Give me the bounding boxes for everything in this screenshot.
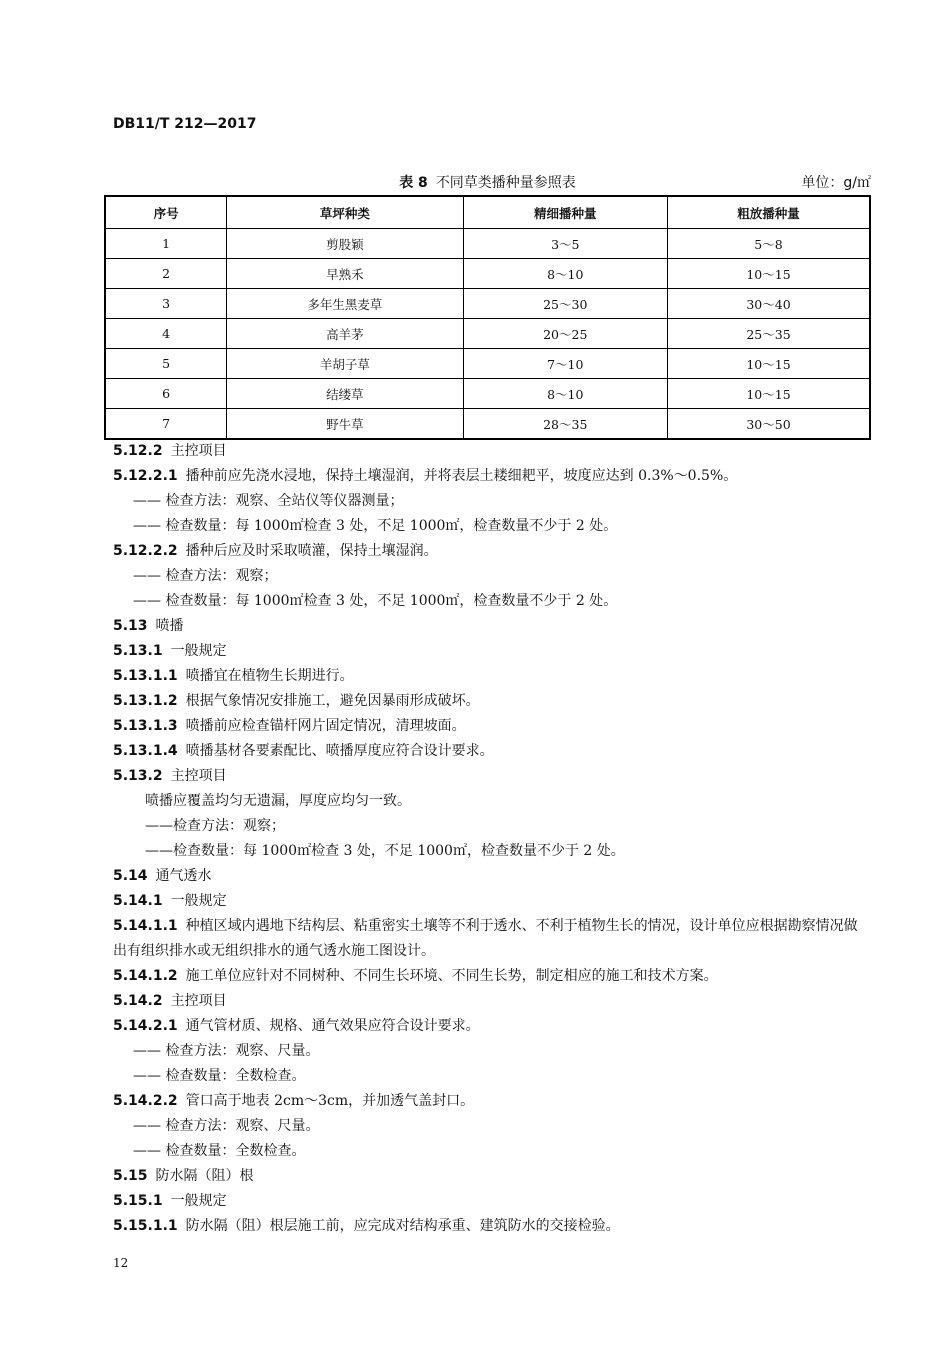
table-cell: 25～35: [668, 319, 871, 349]
table-cell: 6: [105, 379, 227, 409]
column-header: 草坪种类: [227, 196, 463, 229]
table-cell: 剪股颖: [227, 229, 463, 259]
clause-line: [113, 789, 863, 814]
table-cell: 1: [105, 229, 227, 259]
section-heading: [113, 864, 863, 889]
clause-content: 喷播前应检查锚杆网片固定情况，清理坡面。: [185, 718, 466, 734]
clause-number: 5.14.2: [113, 993, 163, 1009]
clause-number: 5.14.1.2: [113, 968, 178, 984]
clause-content: 喷播应覆盖均匀无遗漏，厚度应均匀一致。: [145, 793, 411, 809]
clause-item: [113, 1089, 863, 1114]
clause-content: —— 检查方法：观察、全站仪等仪器测量；: [133, 493, 404, 509]
clause-number: 5.13: [113, 618, 148, 634]
table-cell: 25～30: [463, 289, 667, 319]
table-cell: 野牛草: [227, 409, 463, 440]
table-cell: 4: [105, 319, 227, 349]
table-cell: 20～25: [463, 319, 667, 349]
clause-content: 喷播宜在植物生长期进行。: [185, 668, 354, 684]
table-row: [105, 349, 870, 379]
clause-line: [113, 1039, 863, 1064]
clause-line: [113, 489, 863, 514]
clause-number: 5.15.1.1: [113, 1218, 178, 1234]
clause-item: [113, 1214, 863, 1239]
clause-number: 5.14.2.1: [113, 1018, 178, 1034]
section-heading: [113, 1164, 863, 1189]
clause-content: ——检查数量：每 1000㎡检查 3 处，不足 1000㎡，检查数量不少于 2 处。: [145, 843, 625, 859]
table-cell: 8～10: [463, 259, 667, 289]
clause-line: [113, 514, 863, 539]
table-cell: 30～40: [668, 289, 871, 319]
clause-item: [113, 1014, 863, 1039]
table-title: 不同草类播种量参照表: [435, 175, 576, 191]
section-heading: [113, 639, 863, 664]
table-cell: 羊胡子草: [227, 349, 463, 379]
clause-content: 通气管材质、规格、通气效果应符合设计要求。: [185, 1018, 480, 1034]
table-cell: 10～15: [668, 379, 871, 409]
table-row: [105, 319, 870, 349]
seeding-rate-table: [104, 195, 871, 440]
table-row: [105, 259, 870, 289]
table-cell: 高羊茅: [227, 319, 463, 349]
clause-content: 通气透水: [155, 868, 212, 884]
table-cell: 3: [105, 289, 227, 319]
clause-number: 5.14.1.1: [113, 918, 178, 934]
table-cell: 30～50: [668, 409, 871, 440]
table-row: [105, 379, 870, 409]
clause-number: 5.12.2: [113, 443, 163, 459]
clause-number: 5.14.1: [113, 893, 163, 909]
clause-content: 喷播基材各要素配比、喷播厚度应符合设计要求。: [185, 743, 494, 759]
section-heading: [113, 764, 863, 789]
table-cell: 多年生黑麦草: [227, 289, 463, 319]
table-row: [105, 409, 870, 440]
clause-content: 播种后应及时采取喷灌，保持土壤湿润。: [185, 543, 438, 559]
table-cell: 5: [105, 349, 227, 379]
table-cell: 28～35: [463, 409, 667, 440]
table-cell: 10～15: [668, 349, 871, 379]
clause-number: 5.13.1.3: [113, 718, 178, 734]
table-cell: 10～15: [668, 259, 871, 289]
table-cell: 5～8: [668, 229, 871, 259]
table-row: [105, 229, 870, 259]
clause-number: 5.13.2: [113, 768, 163, 784]
clause-content: 管口高于地表 2cm～3cm，并加透气盖封口。: [185, 1093, 475, 1109]
clause-content: —— 检查数量：全数检查。: [133, 1143, 306, 1159]
table-cell: 7: [105, 409, 227, 440]
clause-item: [113, 664, 863, 689]
clause-text: [113, 439, 863, 1239]
table-cell: 结缕草: [227, 379, 463, 409]
clause-content: 施工单位应针对不同树种、不同生长环境、不同生长势，制定相应的施工和技术方案。: [185, 968, 718, 984]
clause-item: [113, 539, 863, 564]
clause-content: 播种前应先浇水浸地，保持土壤湿润，并将表层土耧细耙平，坡度应达到 0.3%～0.5%。: [185, 468, 738, 484]
table-cell: 3～5: [463, 229, 667, 259]
table-cell: 早熟禾: [227, 259, 463, 289]
table-label: 表 8: [399, 175, 428, 191]
clause-number: 5.15.1: [113, 1193, 163, 1209]
clause-content: 主控项目: [170, 993, 227, 1009]
clause-number: 5.14.2.2: [113, 1093, 178, 1109]
clause-line: [113, 1114, 863, 1139]
clause-line: [113, 564, 863, 589]
clause-content: —— 检查方法：观察、尺量。: [133, 1118, 320, 1134]
section-heading: [113, 439, 863, 464]
clause-number: 5.13.1.4: [113, 743, 178, 759]
clause-item: [113, 689, 863, 714]
clause-content: 一般规定: [170, 1193, 227, 1209]
clause-content: 一般规定: [170, 643, 227, 659]
standard-code: DB11/T 212—2017: [113, 116, 257, 132]
clause-content: 防水隔（阻）根: [155, 1168, 254, 1184]
clause-line: [113, 1139, 863, 1164]
clause-item: [113, 914, 863, 964]
clause-item: [113, 964, 863, 989]
clause-number: 5.13.1: [113, 643, 163, 659]
clause-content: 主控项目: [170, 443, 227, 459]
clause-number: 5.14: [113, 868, 148, 884]
clause-content: —— 检查方法：观察、尺量。: [133, 1043, 320, 1059]
table-cell: 2: [105, 259, 227, 289]
table-cell: 7～10: [463, 349, 667, 379]
table-caption: [104, 172, 871, 192]
clause-content: —— 检查方法：观察；: [133, 568, 278, 584]
section-heading: [113, 889, 863, 914]
clause-content: 防水隔（阻）根层施工前，应完成对结构承重、建筑防水的交接检验。: [185, 1218, 620, 1234]
section-heading: [113, 614, 863, 639]
clause-content: 一般规定: [170, 893, 227, 909]
clause-content: —— 检查数量：全数检查。: [133, 1068, 306, 1084]
table-cell: 8～10: [463, 379, 667, 409]
clause-line: [113, 814, 863, 839]
section-heading: [113, 989, 863, 1014]
clause-number: 5.13.1.2: [113, 693, 178, 709]
clause-content: 根据气象情况安排施工，避免因暴雨形成破坏。: [185, 693, 480, 709]
page-number: 12: [113, 1256, 129, 1270]
clause-line: [113, 1064, 863, 1089]
clause-content: ——检查方法：观察；: [145, 818, 285, 834]
column-header: 精细播种量: [463, 196, 667, 229]
clause-content: 主控项目: [170, 768, 227, 784]
column-header: 粗放播种量: [668, 196, 871, 229]
clause-content: 种植区域内遇地下结构层、粘重密实土壤等不利于透水、不利于植物生长的情况，设计单位应根据勘察情况做出有组织排水或无组织排水的通气透水施工图设计。: [113, 918, 858, 959]
table-title-row: [104, 172, 871, 192]
table-row: [105, 289, 870, 319]
clause-number: 5.15: [113, 1168, 148, 1184]
clause-number: 5.12.2.1: [113, 468, 178, 484]
clause-line: [113, 839, 863, 864]
column-header: 序号: [105, 196, 227, 229]
section-heading: [113, 1189, 863, 1214]
clause-item: [113, 714, 863, 739]
table-header-row: [105, 196, 870, 229]
clause-content: 喷播: [155, 618, 184, 634]
clause-line: [113, 589, 863, 614]
table-unit: 单位：g/㎡: [801, 175, 871, 191]
clause-item: [113, 464, 863, 489]
clause-content: —— 检查数量：每 1000㎡检查 3 处，不足 1000㎡，检查数量不少于 2 处。: [133, 593, 618, 609]
clause-item: [113, 739, 863, 764]
clause-number: 5.13.1.1: [113, 668, 178, 684]
clause-content: —— 检查数量：每 1000㎡检查 3 处，不足 1000㎡，检查数量不少于 2 处。: [133, 518, 618, 534]
clause-number: 5.12.2.2: [113, 543, 178, 559]
